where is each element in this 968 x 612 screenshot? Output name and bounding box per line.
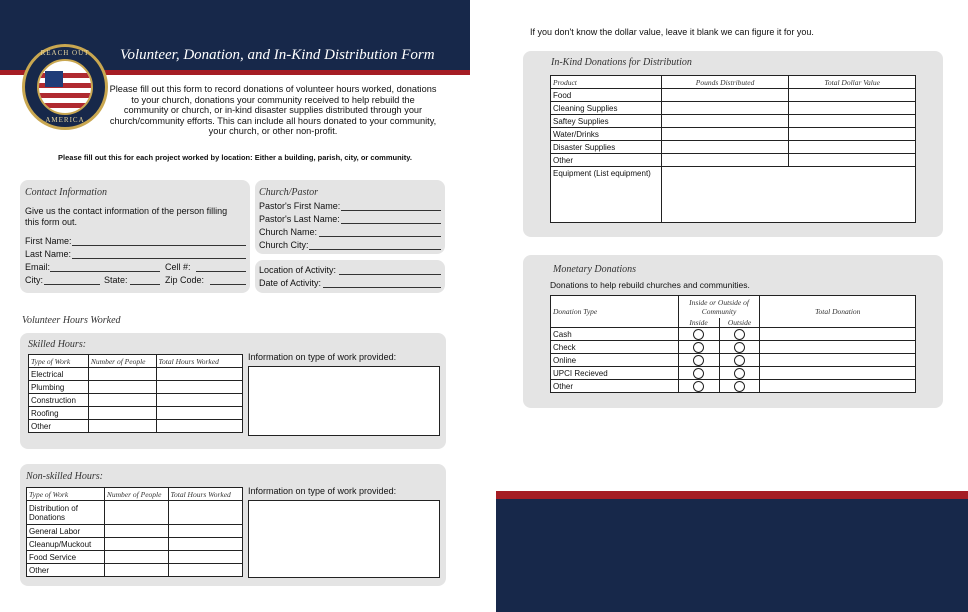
hours-cell[interactable] bbox=[168, 564, 243, 577]
row-label: General Labor bbox=[27, 525, 105, 538]
volunteer-hours-title: Volunteer Hours Worked bbox=[22, 315, 121, 326]
row-label: Other bbox=[29, 420, 89, 433]
people-cell[interactable] bbox=[104, 551, 168, 564]
table-row bbox=[551, 367, 916, 380]
monetary-header-type: Donation Type bbox=[551, 296, 679, 328]
logo-top-text: REACH OUT bbox=[40, 49, 90, 57]
state-label: State: bbox=[104, 275, 128, 285]
logo-flag-emblem bbox=[37, 59, 93, 115]
skilled-info-label: Information on type of work provided: bbox=[248, 352, 397, 362]
row-label: Water/Drinks bbox=[551, 128, 662, 141]
pounds-cell[interactable] bbox=[661, 89, 789, 102]
table-row bbox=[551, 89, 916, 102]
contact-panel bbox=[20, 180, 250, 293]
table-row bbox=[551, 154, 916, 167]
hours-cell[interactable] bbox=[156, 407, 242, 420]
pounds-cell[interactable] bbox=[661, 154, 789, 167]
email-field[interactable] bbox=[50, 271, 160, 272]
table-row bbox=[27, 501, 243, 525]
first-name-label: First Name: bbox=[25, 236, 72, 246]
table-row bbox=[551, 167, 916, 223]
inside-radio[interactable] bbox=[693, 381, 704, 392]
row-label: Food bbox=[551, 89, 662, 102]
table-row bbox=[29, 381, 243, 394]
city-label: City: bbox=[25, 275, 43, 285]
value-cell[interactable] bbox=[789, 89, 916, 102]
people-cell[interactable] bbox=[88, 381, 156, 394]
row-label: Roofing bbox=[29, 407, 89, 420]
outside-radio[interactable] bbox=[734, 329, 745, 340]
total-cell[interactable] bbox=[760, 328, 916, 341]
pastor-first-name-field[interactable] bbox=[341, 210, 441, 211]
last-name-field[interactable] bbox=[72, 258, 246, 259]
people-cell[interactable] bbox=[104, 538, 168, 551]
location-label: Location of Activity: bbox=[259, 265, 337, 275]
monetary-header-total: Total Donation bbox=[760, 296, 916, 328]
inkind-table bbox=[550, 75, 916, 223]
cell-label: Cell #: bbox=[165, 262, 191, 272]
monetary-header-inside: Inside bbox=[678, 318, 719, 328]
value-cell[interactable] bbox=[789, 102, 916, 115]
church-name-field[interactable] bbox=[319, 236, 441, 237]
cell-field[interactable] bbox=[196, 271, 246, 272]
nonskilled-info-textbox[interactable] bbox=[248, 500, 440, 578]
activity-panel bbox=[255, 260, 445, 293]
pounds-cell[interactable] bbox=[661, 115, 789, 128]
city-field[interactable] bbox=[44, 284, 100, 285]
pastor-last-name-field[interactable] bbox=[341, 223, 441, 224]
pastor-title: Church/Pastor bbox=[259, 187, 319, 198]
table-row bbox=[551, 141, 916, 154]
value-cell[interactable] bbox=[789, 141, 916, 154]
table-row bbox=[29, 420, 243, 433]
value-cell[interactable] bbox=[789, 115, 916, 128]
row-label: Check bbox=[551, 341, 679, 354]
table-row bbox=[27, 551, 243, 564]
hours-cell[interactable] bbox=[168, 525, 243, 538]
outside-radio[interactable] bbox=[734, 368, 745, 379]
monetary-panel bbox=[523, 255, 943, 408]
table-row bbox=[551, 380, 916, 393]
row-label: Online bbox=[551, 354, 679, 367]
equipment-cell[interactable] bbox=[661, 167, 915, 223]
people-cell[interactable] bbox=[104, 525, 168, 538]
hours-cell[interactable] bbox=[168, 538, 243, 551]
reach-out-america-logo bbox=[22, 44, 108, 130]
pastor-last-name-label: Pastor's Last Name: bbox=[259, 214, 340, 224]
form-title: Volunteer, Donation, and In-Kind Distribution Form bbox=[120, 47, 435, 63]
table-row bbox=[29, 394, 243, 407]
monetary-header-outside: Outside bbox=[719, 318, 760, 328]
row-label: Saftey Supplies bbox=[551, 115, 662, 128]
inkind-panel bbox=[523, 51, 943, 237]
table-row bbox=[551, 354, 916, 367]
row-label: Other bbox=[551, 154, 662, 167]
row-label: Cleanup/Muckout bbox=[27, 538, 105, 551]
table-row bbox=[27, 564, 243, 577]
outside-radio[interactable] bbox=[734, 381, 745, 392]
people-cell[interactable] bbox=[88, 368, 156, 381]
row-label: Construction bbox=[29, 394, 89, 407]
state-field[interactable] bbox=[130, 284, 160, 285]
pounds-cell[interactable] bbox=[661, 128, 789, 141]
total-cell[interactable] bbox=[760, 380, 916, 393]
date-field[interactable] bbox=[323, 287, 441, 288]
skilled-hours-panel bbox=[20, 333, 446, 449]
monetary-header-community: Inside or Outside of Community bbox=[678, 296, 760, 318]
monetary-desc: Donations to help rebuild churches and communities. bbox=[550, 280, 750, 290]
table-row bbox=[551, 341, 916, 354]
row-label: Distribution of Donations bbox=[27, 501, 105, 525]
row-label: UPCI Recieved bbox=[551, 367, 679, 380]
logo-bottom-text: AMERICA bbox=[45, 116, 85, 124]
pastor-first-name-label: Pastor's First Name: bbox=[259, 201, 341, 211]
date-label: Date of Activity: bbox=[259, 278, 322, 288]
table-row bbox=[27, 538, 243, 551]
hours-cell[interactable] bbox=[168, 551, 243, 564]
people-cell[interactable] bbox=[88, 420, 156, 433]
skilled-info-textbox[interactable] bbox=[248, 366, 440, 436]
pounds-cell[interactable] bbox=[661, 102, 789, 115]
table-row bbox=[551, 328, 916, 341]
nonskilled-hours-panel bbox=[20, 464, 446, 586]
footer-red-stripe bbox=[496, 491, 968, 499]
location-field[interactable] bbox=[339, 274, 441, 275]
inside-radio[interactable] bbox=[693, 355, 704, 366]
people-cell[interactable] bbox=[88, 407, 156, 420]
skilled-header-type: Type of Work bbox=[29, 355, 89, 368]
row-label: Disaster Supplies bbox=[551, 141, 662, 154]
inside-radio[interactable] bbox=[693, 342, 704, 353]
outside-radio[interactable] bbox=[734, 355, 745, 366]
people-cell[interactable] bbox=[104, 564, 168, 577]
intro-text: Please fill out this form to record donations of volunteer hours worked, donations to your church, donations your community received to help rebuild the community or church, or in-kind disaster supplies distributed through your church/community efforts. This can include all hours donated to your community, your church, or other non-profit. bbox=[109, 84, 437, 137]
hours-cell[interactable] bbox=[156, 394, 242, 407]
instruction-text: Please fill out this for each project worked by location: Either a building, parish, city, or community. bbox=[58, 153, 412, 162]
hours-cell[interactable] bbox=[168, 501, 243, 525]
table-row bbox=[29, 407, 243, 420]
church-name-label: Church Name: bbox=[259, 227, 318, 237]
value-cell[interactable] bbox=[789, 128, 916, 141]
email-label: Email: bbox=[25, 262, 51, 272]
hours-cell[interactable] bbox=[156, 368, 242, 381]
inkind-header-pounds: Pounds Distributed bbox=[661, 76, 789, 89]
row-label: Other bbox=[27, 564, 105, 577]
row-label: Food Service bbox=[27, 551, 105, 564]
pounds-cell[interactable] bbox=[661, 141, 789, 154]
contact-desc: Give us the contact information of the person filling this form out. bbox=[25, 206, 228, 227]
skilled-hours-table bbox=[28, 354, 243, 433]
table-row bbox=[27, 525, 243, 538]
people-cell[interactable] bbox=[104, 501, 168, 525]
inkind-header-value: Total Dollar Value bbox=[789, 76, 916, 89]
outside-radio[interactable] bbox=[734, 342, 745, 353]
skilled-header-people: Number of People bbox=[88, 355, 156, 368]
zip-label: Zip Code: bbox=[165, 275, 205, 285]
church-city-label: Church City: bbox=[259, 240, 309, 250]
value-cell[interactable] bbox=[789, 154, 916, 167]
row-label: Plumbing bbox=[29, 381, 89, 394]
hours-cell[interactable] bbox=[156, 381, 242, 394]
row-label: Electrical bbox=[29, 368, 89, 381]
first-name-field[interactable] bbox=[72, 245, 246, 246]
row-label: Cleaning Supplies bbox=[551, 102, 662, 115]
people-cell[interactable] bbox=[88, 394, 156, 407]
table-row bbox=[551, 128, 916, 141]
nonskilled-info-label: Information on type of work provided: bbox=[248, 486, 397, 496]
skilled-hours-title: Skilled Hours: bbox=[28, 339, 87, 350]
nonskilled-hours-table bbox=[26, 487, 243, 577]
nonskilled-header-people: Number of People bbox=[104, 488, 168, 501]
total-cell[interactable] bbox=[760, 367, 916, 380]
table-row bbox=[551, 102, 916, 115]
inside-radio[interactable] bbox=[693, 368, 704, 379]
inkind-header-product: Product bbox=[551, 76, 662, 89]
total-cell[interactable] bbox=[760, 354, 916, 367]
skilled-header-hours: Total Hours Worked bbox=[156, 355, 242, 368]
inkind-title: In-Kind Donations for Distribution bbox=[551, 57, 692, 68]
nonskilled-header-hours: Total Hours Worked bbox=[168, 488, 243, 501]
total-cell[interactable] bbox=[760, 341, 916, 354]
dollar-value-note: If you don't know the dollar value, leave it blank we can figure it for you. bbox=[530, 27, 814, 37]
monetary-table bbox=[550, 295, 916, 393]
contact-title: Contact Information bbox=[25, 187, 107, 198]
nonskilled-header-type: Type of Work bbox=[27, 488, 105, 501]
inside-radio[interactable] bbox=[693, 329, 704, 340]
nonskilled-hours-title: Non-skilled Hours: bbox=[26, 471, 103, 482]
zip-field[interactable] bbox=[210, 284, 246, 285]
row-label: Other bbox=[551, 380, 679, 393]
pastor-panel bbox=[255, 180, 445, 254]
row-label: Cash bbox=[551, 328, 679, 341]
last-name-label: Last Name: bbox=[25, 249, 72, 259]
table-row bbox=[29, 368, 243, 381]
table-row bbox=[551, 115, 916, 128]
equipment-label: Equipment (List equipment) bbox=[551, 167, 662, 223]
monetary-title: Monetary Donations bbox=[553, 264, 637, 275]
hours-cell[interactable] bbox=[156, 420, 242, 433]
church-city-field[interactable] bbox=[309, 249, 441, 250]
footer-band bbox=[496, 499, 968, 612]
